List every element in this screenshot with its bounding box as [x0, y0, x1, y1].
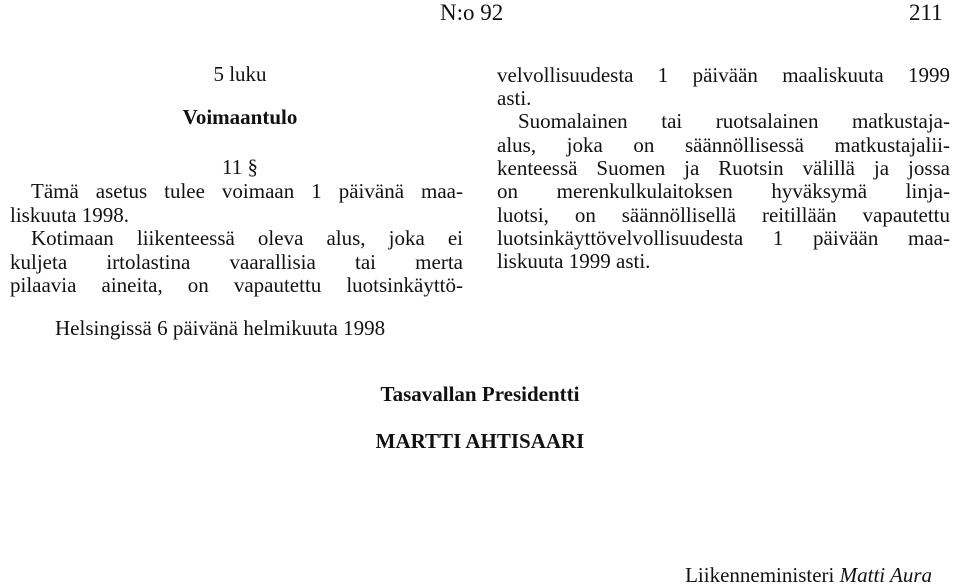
minister-title: Liikenneministeri	[685, 563, 835, 587]
minister-signature	[685, 563, 932, 587]
left-text-line: kuljeta irtolastina vaarallisia tai merta	[10, 250, 463, 274]
right-text-line: asti.	[497, 86, 532, 110]
right-text-line: luotsi, on säännöllisellä reitillään vapautettu	[497, 203, 950, 227]
right-text-line: liskuuta 1999 asti.	[497, 249, 651, 273]
issue-number: N:o 92	[440, 0, 504, 25]
right-text-line: kenteessä Suomen ja Ruotsin välillä ja jossa	[497, 156, 950, 180]
left-text-line: liskuuta 1998.	[10, 203, 129, 227]
right-text-line: alus, joka on säännöllisessä matkustajalii-	[497, 133, 950, 157]
left-text-line: Kotimaan liikenteessä oleva alus, joka ei	[31, 226, 463, 250]
right-text-line: velvollisuudesta 1 päivään maaliskuuta 1999	[497, 63, 950, 87]
left-text-line: Tämä asetus tulee voimaan 1 päivänä maa-	[31, 179, 463, 203]
section-number: 11 §	[222, 155, 258, 179]
signatory-title: Tasavallan Presidentti	[380, 382, 580, 406]
right-text-line: luotsinkäyttövelvollisuudesta 1 päivään maa-	[497, 226, 950, 250]
president-name: MARTTI AHTISAARI	[375, 429, 585, 453]
left-text-line: pilaavia aineita, on vapautettu luotsinkäyttö-	[10, 273, 463, 297]
minister-name: Matti Aura	[839, 563, 932, 587]
page-number: 211	[909, 0, 943, 25]
right-text-line: on merenkulkulaitoksen hyväksymä linja-	[497, 179, 950, 203]
section-heading: Voimaantulo	[182, 105, 298, 129]
chapter-label: 5 luku	[213, 62, 267, 86]
place-date: Helsingissä 6 päivänä helmikuuta 1998	[55, 316, 386, 340]
right-text-line: Suomalainen tai ruotsalainen matkustaja-	[518, 109, 950, 133]
